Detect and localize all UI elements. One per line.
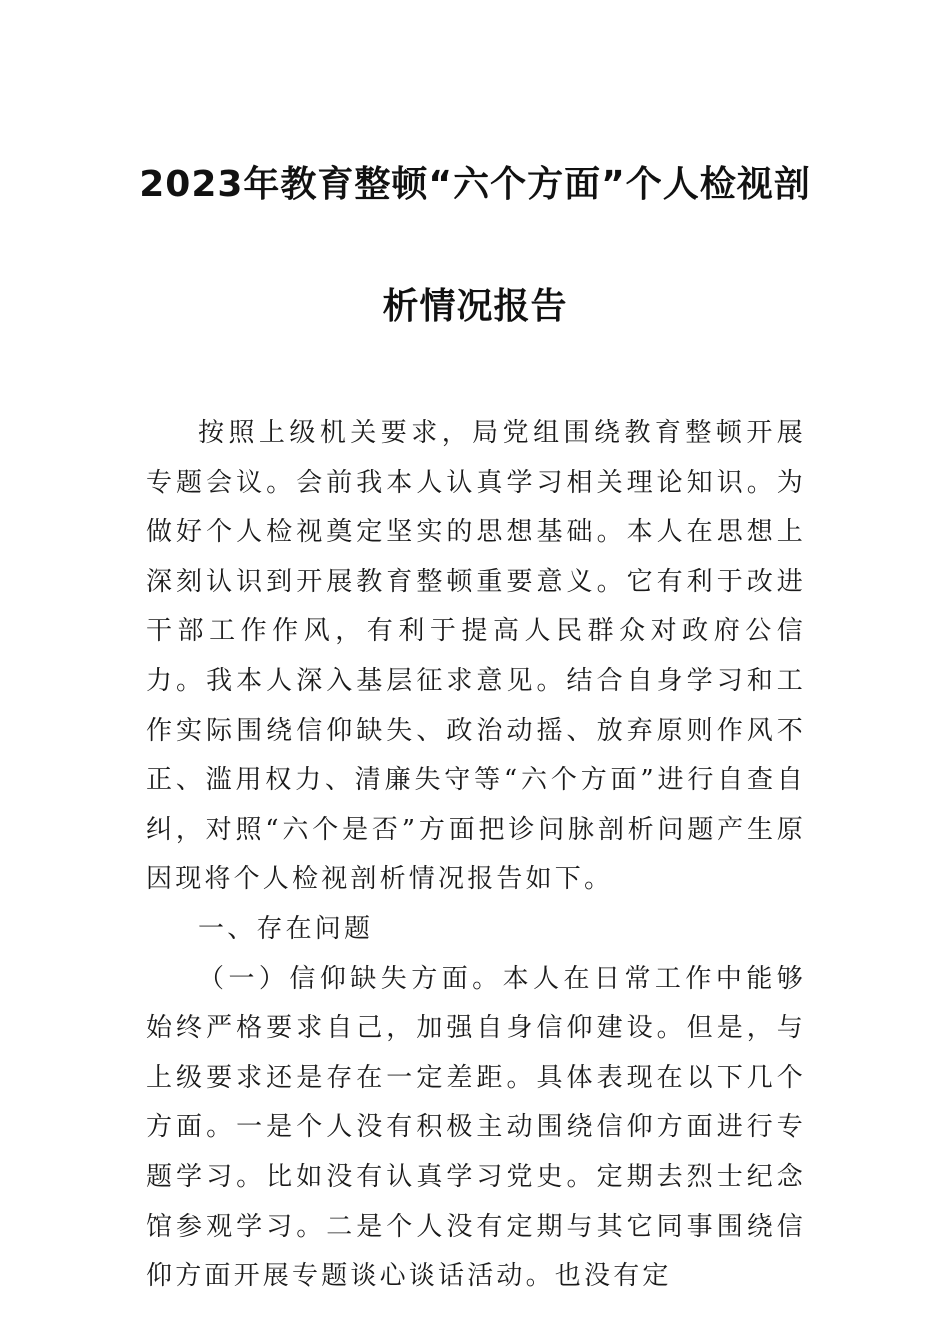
document-body: [146, 409, 806, 1302]
document-title-line-2: 析情况报告: [382, 286, 568, 327]
document-title-line-1: 2023年教育整顿“六个方面”个人检视剖: [139, 164, 811, 205]
section-paragraph: （一）信仰缺失方面。本人在日常工作中能够始终严格要求自己，加强自身信仰建设。但是，与上级要求还是存在一定差距。具体表现在以下几个方面。一是个人没有积极主动围绕信仰方面进行专题学习。比如没有认真学习党史。定期去烈士纪念馆参观学习。二是个人没有定期与其它同事围绕信仰方面开展专题谈心谈话活动。也没有定: [146, 963, 806, 1292]
intro-paragraph: 按照上级机关要求，局党组围绕教育整顿开展专题会议。会前我本人认真学习相关理论知识。为做好个人检视奠定坚实的思想基础。本人在思想上深刻认识到开展教育整顿重要意义。它有利于改进干部工作作风，有利于提高人民群众对政府公信力。我本人深入基层征求意见。结合自身学习和工作实际围绕信仰缺失、政治动摇、放弃原则作风不正、滥用权力、清廉失守等“六个方面”进行自查自纠，对照“六个是否”方面把诊问脉剖析问题产生原因现将个人检视剖析情况报告如下。: [146, 418, 806, 895]
section-heading: 一、存在问题: [198, 913, 374, 944]
